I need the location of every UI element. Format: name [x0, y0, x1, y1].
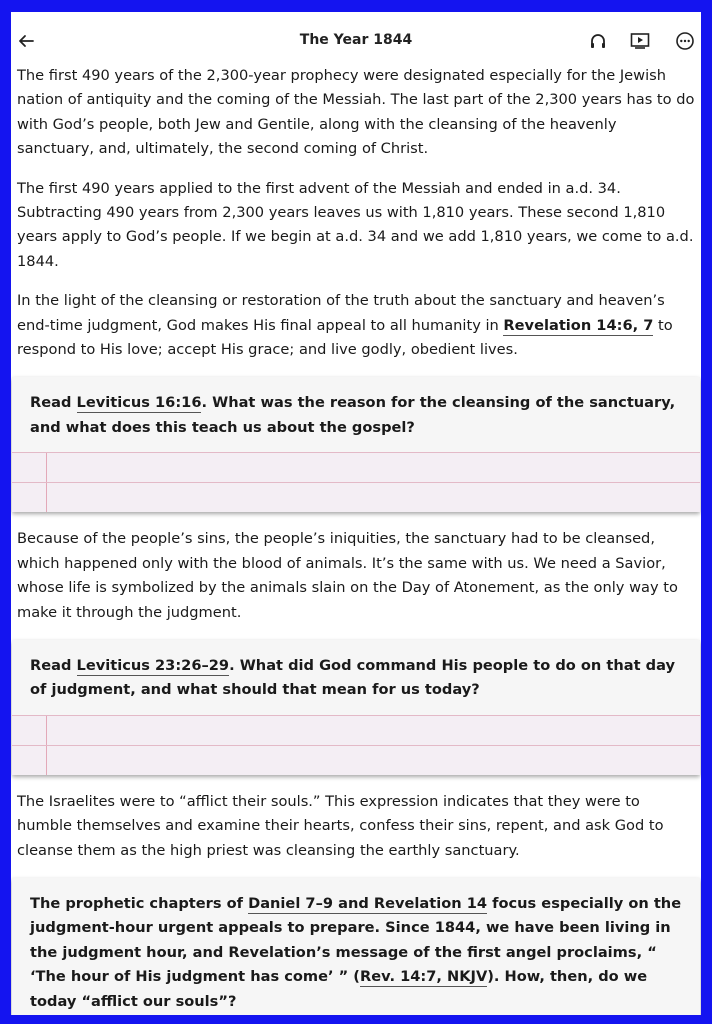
bible-reference-link[interactable]: Leviticus 23:26–29 [76, 656, 230, 674]
lesson-content [17, 64, 695, 1015]
page-title: The Year 1844 [299, 32, 413, 48]
bible-reference-link[interactable]: Revelation 14:6, 7 [503, 316, 654, 334]
bible-reference-link[interactable]: Daniel 7–9 and Revelation 14 [248, 894, 488, 912]
answer-line [12, 745, 700, 775]
paragraph-3: In the light of the cleansing or restoration of the truth about the sanctuary and heaven’s end-time judgment, God makes His final appeal to all humanity in Revelation 14:6, 7 to respond to His love; accept His grace; and live godly, obedient lives. [17, 292, 673, 359]
paragraph-1: The first 490 years of the 2,300-year prophecy were designated especially for the Jewish nation of antiquity and the coming of the Messiah. The last part of the 2,300 years has to do with God’s people, both Jew and Gentile, along with the cleansing of the heavenly sanctuary, and, ultimately, the second coming of Christ. [17, 67, 695, 158]
video-button[interactable] [629, 30, 651, 52]
answer-line [12, 715, 700, 745]
answer-line [12, 452, 700, 482]
paragraph-4: Because of the people’s sins, the people’s iniquities, the sanctuary had to be cleansed, which happened only with the blood of animals. It’s the same with us. We need a Savior, whose life is symbolized by the animals slain on the Day of Atonement, as the only way to make it through the judgment. [17, 530, 678, 621]
top-bar [11, 12, 701, 72]
play-video-icon [630, 32, 650, 50]
paragraph-2: The first 490 years applied to the first advent of the Messiah and ended in a.d. 34. Subtracting 490 years from 2,300 years leaves us with 1,810 years. These second 1,810 years apply to God’s people. If we begin at a.d. 34 and we add 1,810 years, we come to a.d. 1844. [17, 179, 694, 270]
bible-reference-link[interactable]: Leviticus 16:16 [76, 394, 202, 412]
bible-reference-link[interactable]: Rev. 14:7, NKJV [359, 968, 488, 986]
question-box-2 [12, 640, 700, 775]
audio-button[interactable] [587, 30, 609, 52]
question-text: Read Leviticus 16:16. What was the reason for the cleansing of the sanctuary, and what does this teach us about the gospel? [30, 394, 676, 436]
answer-field[interactable] [12, 715, 700, 775]
answer-line [12, 482, 700, 512]
more-options-button[interactable] [674, 30, 696, 52]
question-text: The prophetic chapters of Daniel 7–9 and Revelation 14 focus especially on the judgment-hour urgent appeals to prepare. Since 1844, we have been living in the judgment hour, and Revelation’s message of the first angel proclaims, “ ‘The hour of His judgment has come’ ” (Rev. 14:7, NKJV). How, then, do we today “afflict our souls”? [30, 894, 682, 1010]
headphones-icon [589, 32, 607, 50]
answer-field[interactable] [12, 452, 700, 512]
question-box-1 [12, 377, 700, 512]
paragraph-5: The Israelites were to “afflict their souls.” This expression indicates that they were to humble themselves and examine their hearts, confess their sins, repent, and ask God to cleanse them as the high priest was cleansing the earthly sanctuary. [17, 792, 664, 859]
question-box-3 [12, 878, 700, 1015]
more-options-icon [675, 31, 695, 51]
reader-frame [11, 12, 701, 1015]
question-text: Read Leviticus 23:26–29. What did God command His people to do on that day of judgment, and what should that mean for us today? [30, 656, 675, 699]
